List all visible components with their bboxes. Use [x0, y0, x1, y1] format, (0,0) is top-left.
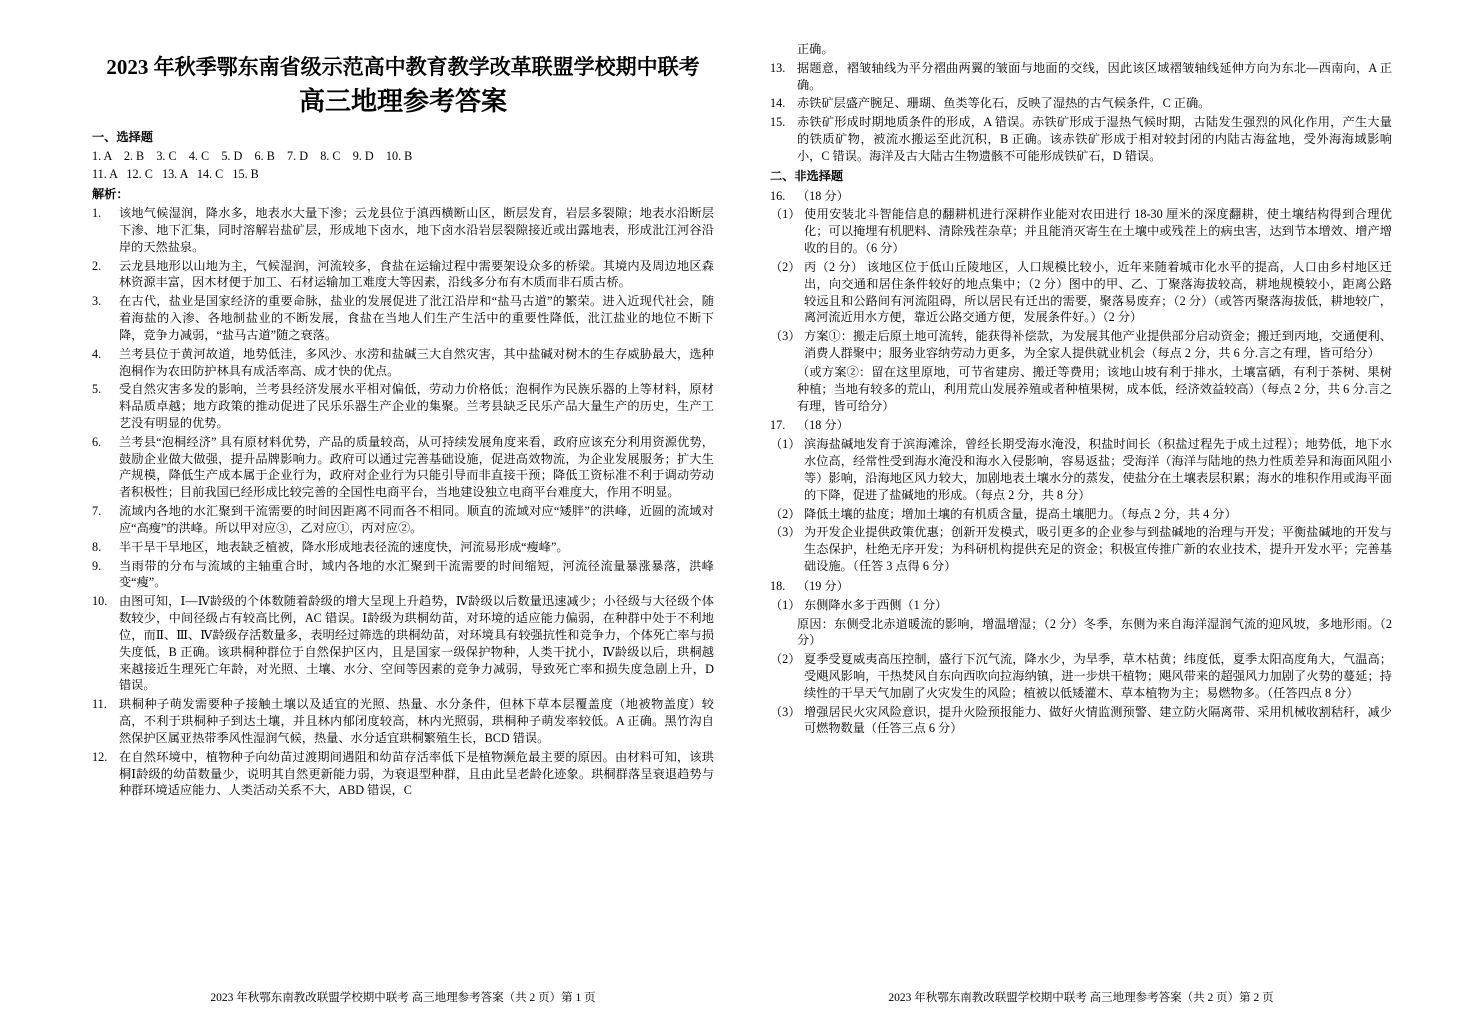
item-number: 12. — [92, 749, 108, 764]
item-number: 14. — [770, 96, 786, 111]
item-text: 流域内各地的水汇聚到干流需要的时间因距离不同而各不相同。顺直的流域对应“矮胖”的洪峰，近圆的流域对应“高瘦”的洪峰。所以甲对应③，乙对应①，丙对应②。 — [119, 504, 714, 535]
item-text: 该地气候湿润，降水多，地表水大量下渗；云龙县位于滇西横断山区，断层发育，岩层多裂隙；地表水沿断层下渗、地下汇集，同时溶解岩盐矿层，形成地下卤水，地下卤水沿岩层裂隙接近或出露地表，形成沘江河谷沿岸的天然盐泉。 — [119, 206, 714, 254]
doc-subtitle: 高三地理参考答案 — [298, 87, 507, 117]
item-number: 8. — [92, 539, 102, 554]
analysis-item-5 — [92, 381, 714, 431]
sub-label: （3） — [770, 525, 801, 540]
q18-sub-3 — [770, 704, 1392, 738]
analysis-item-12 — [92, 749, 714, 799]
q17-sub-2 — [770, 506, 1392, 523]
item-text: 兰考县位于黄河故道，地势低洼，多风沙、水涝和盐碱三大自然灾害，其中盐碱对树木的生存威胁最大，选种泡桐作为农田防护林具有成活率高、成才快的优点。 — [119, 346, 714, 378]
question-18-number — [770, 578, 1392, 595]
item-text: 珙桐种子萌发需要种子接触土壤以及适宜的光照、热量、水分条件，但林下草本层覆盖度（地被物盖度）较高，不利于珙桐种子到达土壤，并且林内郁闭度较高，林内光照弱，珙桐种子萌发率较低。A 正确。黑竹沟自然保护区属亚热带季风性湿润气候，热量、水分适宜珙桐繁殖生长，BCD 错误。 — [119, 697, 714, 745]
sub-text: 方案①：搬走后原土地可流转，能获得补偿款，为发展其他产业提供部分启动资金；搬迁到丙地，交通便利、消费人群聚中；服务业容纳劳动力更多，为全家人提供就业机会（每点 2 分，共 6 分.言之有理，皆可给分） — [804, 329, 1392, 361]
item-number: 5. — [92, 382, 102, 397]
item-number: 10. — [92, 594, 108, 609]
sub-label: （2） — [770, 259, 801, 274]
analysis-item-3 — [92, 293, 714, 343]
item-number: 13. — [770, 60, 786, 75]
item-number: 3. — [92, 294, 102, 309]
sub-text: 东侧降水多于西侧（1 分） — [804, 597, 948, 612]
continuation-text: 正确。 — [797, 42, 834, 56]
question-number: 18. — [770, 578, 786, 593]
item-text: 据题意，褶皱轴线为平分褶曲两翼的皱面与地面的交线，因此该区域褶皱轴线延伸方向为东北—西南向，A 正确。 — [797, 60, 1392, 92]
doc-title: 2023 年秋季鄂东南省级示范高中教育教学改革联盟学校期中联考 — [106, 55, 700, 79]
q16-sub-2 — [770, 259, 1392, 326]
q17-sub-3 — [770, 524, 1392, 574]
item-number: 7. — [92, 504, 102, 519]
q16-sub-3 — [770, 328, 1392, 362]
sub-label: （2） — [770, 652, 801, 667]
item-text: 受自然灾害多发的影响，兰考县经济发展水平相对偏低，劳动力价格低；泡桐作为民族乐器的上等材料，原材料品质卓越；地方政策的推动促进了民乐乐器生产企业的集聚。兰考县缺乏民乐产品大量生产的历史，生产工艺没有明显的优势。 — [119, 382, 714, 430]
sub-label: （2） — [770, 506, 801, 521]
question-score: （18 分） — [797, 188, 849, 203]
analysis-item-8 — [92, 539, 714, 556]
sub-text: 增强居民火灾风险意识，提升火险预报能力、做好火情监测预警、建立防火隔离带、采用机械收割秸秆，减少可燃物数量（任答三点 6 分） — [804, 704, 1392, 736]
question-number: 17. — [770, 418, 786, 433]
item-text: 在自然环境中，植物种子向幼苗过渡期间遇阻和幼苗存活率低下是植物濒危最主要的原因。由材料可知，该珙桐Ⅰ龄级的幼苗数量少，说明其自然更新能力弱，为衰退型种群，且由此呈老龄化迹象。珙桐群落呈衰退趋势与种群环境适应能力、人类活动关系不大，ABD 错误，C — [119, 749, 714, 798]
sub-label: （1） — [770, 597, 801, 612]
item-text: 兰考县“泡桐经济” 具有原材料优势，产品的质量较高，从可持续发展角度来看，政府应该充分利用资源优势，鼓励企业做大做强，提升品牌影响力。政府可以通过完善基础设施，促进高效物流，为企业发展服务；扩大生产规模，降低生产成本属于企业行为，政府对企业行为只能引导而非直接干预；降低工资标准不利于调动劳动者积极性；目前我国已经形成比较完善的全国性电商平台，当地建设独立电商平台难度大，作用不明显。 — [119, 434, 714, 500]
item-text: 半干旱干旱地区，地表缺乏植被，降水形成地表径流的速度快，河流易形成“瘦峰”。 — [119, 539, 569, 554]
q16-sub-1 — [770, 206, 1392, 256]
question-number: 16. — [770, 188, 786, 203]
page-footer-2: 2023 年秋鄂东南教改联盟学校期中联考 高三地理参考答案（共 2 页）第 2 页 — [888, 992, 1274, 1005]
page-footer-1: 2023 年秋鄂东南教改联盟学校期中联考 高三地理参考答案（共 2 页）第 1 页 — [210, 992, 596, 1005]
question-17-number — [770, 417, 1392, 434]
item-number: 9. — [92, 558, 102, 573]
q16-sub-3-alt: （或方案②：留在这里原地，可节省建房、搬迁等费用；该地山坡有利于排水，土壤富硒，有利于茶树、果树种植；当地有较多的荒山，利用荒山发展养殖或者种植果树，成本低，经济效益较高）（每点 2 分，共 6 分.言之有理，皆可给分） — [797, 364, 1392, 413]
item-text: 赤铁矿形成时期地质条件的形成，A 错误。赤铁矿形成于湿热气候时期，古陆发生强烈的风化作用，产生大量的铁质矿物，被流水搬运至此沉积，B 正确。该赤铁矿形成于相对较封闭的内陆古海盆地，受外海海域影响小，C 错误。海洋及古大陆古生物遗骸不可能形成铁矿石，D 错误。 — [797, 115, 1392, 163]
item-text: 由图可知，Ⅰ—Ⅳ龄级的个体数随着龄级的增大呈现上升趋势，Ⅳ龄级以后数量迅速减少；小径级与大径级个体数较少，中间径级占有较高比例，AC 错误。Ⅰ龄级为珙桐幼苗，对环境的适应能力偏弱，在种群中处于不利地位，而Ⅱ、Ⅲ、Ⅳ龄级存活数量多，表明经过筛选的珙桐幼苗，对环境具有较强抗性和竞争力，个体死亡率与损失度低，B 正确。该珙桐种群位于自然保护区内，且是国家一级保护物种，人类干扰小，Ⅳ龄级以后，珙桐越来越接近生理死亡年龄，对光照、土壤、水分、空间等因素的竞争力减弱，导致死亡率和损失度急剧上升，D 错误。 — [119, 594, 714, 693]
sub-label: （3） — [770, 704, 801, 719]
analysis-item-13 — [770, 60, 1392, 94]
analysis-heading: 解析： — [92, 187, 129, 202]
page-2 — [770, 40, 1392, 1007]
sub-text: 降低土壤的盐度；增加土壤的有机质含量，提高土壤肥力。（每点 2 分，共 4 分） — [804, 506, 1237, 521]
question-score: （18 分） — [797, 418, 849, 433]
item-text: 云龙县地形以山地为主，气候湿润，河流较多，食盐在运输过程中需要架设众多的桥梁。其境内及周边地区森林资源丰富，因木材便于加工、石材运输加工难度大等因素，沿线多分布有木质而非石质古桥。 — [119, 258, 714, 290]
q18-sub-1 — [770, 597, 1392, 614]
q18-sub-1-reason: 原因：东侧受北赤道暖流的影响，增温增湿；（2 分）冬季，东侧为来自海洋湿润气流的迎风坡，多地形雨。（2 分） — [797, 616, 1392, 648]
item-text: 在古代，盐业是国家经济的重要命脉，盐业的发展促进了沘江沿岸和“盐马古道”的繁荣。进入近现代社会，随着海盐的入渗、各地制盐业的不断发展，食盐在当地人们生产生活中的重要性降低，沘江盐业的地位不断下降，竞争力减弱，“盐马古道”随之衰落。 — [119, 294, 714, 342]
item-number: 6. — [92, 434, 102, 449]
answer-key-line-1: 1. A 2. B 3. C 4. C 5. D 6. B 7. D 8. C 9. D 10. B — [92, 148, 413, 163]
sub-text: 使用安装北斗智能信息的翻耕机进行深耕作业能对农田进行 18-30 厘米的深度翻耕，使土壤结构得到合理优化；可以掩埋有机肥料、清除残茬杂草；并且能消灭寄生在土壤中或残茬上的病虫害，达到节本增效、增产增收的目的。（6 分） — [804, 207, 1392, 256]
page-1 — [92, 40, 714, 1007]
item-text: 赤铁矿层盛产腕足、珊瑚、鱼类等化石，反映了湿热的古气候条件，C 正确。 — [797, 96, 1211, 111]
sub-label: （1） — [770, 207, 801, 222]
analysis-item-9 — [92, 558, 714, 592]
q17-sub-1 — [770, 436, 1392, 503]
section-heading-nonchoice: 二、非选择题 — [770, 168, 844, 183]
analysis-item-1 — [92, 205, 714, 255]
question-score: （19 分） — [797, 578, 849, 593]
q18-sub-2 — [770, 651, 1392, 701]
analysis-item-4 — [92, 346, 714, 380]
item-number: 1. — [92, 206, 102, 221]
sub-text: 夏季受夏威夷高压控制，盛行下沉气流，降水少，为旱季，草木枯黄；纬度低，夏季太阳高度角大，气温高；受飓风影响，干热焚风自东向西吹向拉海纳镇，进一步烘干植物；飓风带来的超强风力加剧了火势的蔓延；持续性的干旱天气加剧了火灾发生的风险；植被以低矮灌木、草本植物为主；易燃物多。（任答四点 8 分） — [804, 652, 1392, 700]
analysis-item-10 — [92, 593, 714, 694]
sub-text: 丙（2 分） 该地区位于低山丘陵地区，人口规模比较小，近年来随着城市化水平的提高，人口由乡村地区迁出，向交通和居住条件较好的地点集中；（2 分）图中的甲、乙、丁聚落海拔较高，耕地规模较小，距离公路较远且和公路间有河流阻碍，所以居民有迁出的需要，聚落易废弃；（2 分）（或答丙聚落海拔低，耕地较广，离河流近用水方便，靠近公路交通方便，发展条件好。）（2 分） — [804, 259, 1392, 325]
sub-text: 为开发企业提供政策优惠；创新开发模式，吸引更多的企业参与到盐碱地的治理与开发；平衡盐碱地的开发与生态保护，杜绝无序开发；为科研机构提供充足的资金；积极宣传推广新的农业技术，提升开发水平；完善基础设施。（任答 3 点得 6 分） — [804, 525, 1392, 574]
analysis-item-15 — [770, 114, 1392, 164]
sub-text: 滨海盐碱地发育于滨海滩涂，曾经长期受海水淹没，积盐时间长（积盐过程先于成土过程）；地势低，地下水水位高，经常性受到海水淹没和海水入侵影响，容易返盐；受海洋（海洋与陆地的热力性质差异和海面风阻小等）影响，沿海地区风力较大，加剧地表土壤水分的蒸发，使盐分在土壤表层积累；海水的堆积作用或海平面的下降，促进了盐碱地的形成。（每点 2 分，共 8 分） — [804, 437, 1392, 502]
sub-label: （3） — [770, 329, 801, 344]
answer-key-line-2: 11. A 12. C 13. A 14. C 15. B — [92, 167, 259, 182]
section-heading-choice: 一、选择题 — [92, 129, 153, 144]
analysis-item-11 — [92, 696, 714, 746]
analysis-item-6 — [92, 434, 714, 501]
item-text: 当雨带的分布与流域的主轴重合时，域内各地的水汇聚到干流需要的时间缩短，河流径流量暴涨暴落，洪峰变“瘦”。 — [119, 558, 714, 590]
analysis-item-7 — [92, 503, 714, 537]
item-number: 11. — [92, 697, 107, 712]
item-number: 2. — [92, 258, 102, 273]
analysis-item-2 — [92, 258, 714, 292]
analysis-item-14 — [770, 95, 1392, 112]
sub-label: （1） — [770, 437, 801, 452]
item-number: 15. — [770, 115, 786, 130]
question-16-number — [770, 188, 1392, 205]
item-number: 4. — [92, 346, 102, 361]
